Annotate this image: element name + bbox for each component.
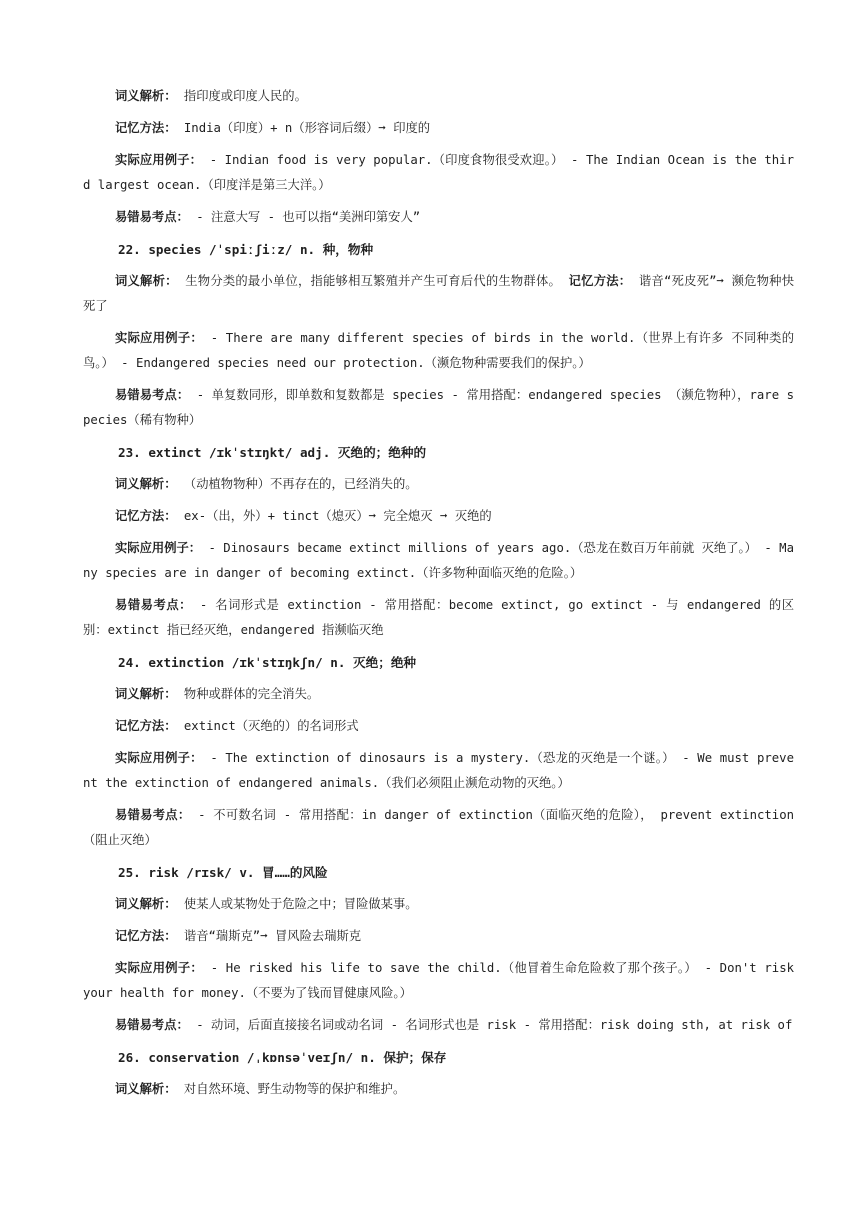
entry-examples xyxy=(83,956,794,1006)
field-text: - 单复数同形，即单数和复数都是 species - 常用搭配：endangered species （濒危物种），rare species（稀有物种） xyxy=(83,388,794,427)
entry-examples xyxy=(83,148,794,198)
field-text: - The extinction of dinosaurs is a mystery.（恐龙的灭绝是一个谜。） - We must prevent the extinction of endangered animals.（我们必须阻止濒危动物的灭绝。） xyxy=(83,751,794,790)
field-label-pitfalls: 易错易考点： xyxy=(115,808,191,822)
field-label-pitfalls: 易错易考点： xyxy=(115,598,192,612)
field-label-pitfalls: 易错易考点： xyxy=(115,1018,189,1032)
field-text: 谐音“瑞斯克”➞ 冒风险去瑞斯克 xyxy=(183,929,362,943)
entry-examples xyxy=(83,536,794,586)
field-label-meaning: 词义解析： xyxy=(115,477,177,491)
field-text: - He risked his life to save the child.（他冒着生命危险救了那个孩子。） - Don't risk your health for money.（不要为了钱而冒健康风险。） xyxy=(83,961,794,1000)
entry-pitfalls xyxy=(83,1013,794,1038)
field-label-examples: 实际应用例子： xyxy=(115,541,202,555)
entry-examples xyxy=(83,746,794,796)
field-text: India（印度）+ n（形容词后缀）➞ 印度的 xyxy=(183,121,431,135)
entry-memory xyxy=(83,714,794,739)
field-label-memory: 记忆方法： xyxy=(115,509,177,523)
field-label-meaning: 词义解析： xyxy=(115,897,177,911)
field-label-memory: 记忆方法： xyxy=(115,929,177,943)
field-text: 对自然环境、野生动物等的保护和维护。 xyxy=(183,1082,406,1096)
word-heading: 23. extinct /ɪkˈstɪŋkt/ adj. 灭绝的；绝种的 xyxy=(118,445,427,460)
field-label-memory: 记忆方法： xyxy=(568,274,632,288)
entry-meaning xyxy=(83,682,794,707)
field-text: - 动词，后面直接接名词或动名词 - 名词形式也是 risk - 常用搭配：risk doing sth, at risk of xyxy=(196,1018,793,1032)
field-label-examples: 实际应用例子： xyxy=(115,331,204,345)
field-text: - 不可数名词 - 常用搭配：in danger of extinction（面临灭绝的危险）， prevent extinction（阻止灭绝） xyxy=(83,808,794,847)
entry-pitfalls xyxy=(83,803,794,853)
entry-memory xyxy=(83,504,794,529)
field-label-pitfalls: 易错易考点： xyxy=(115,210,189,224)
field-text: 物种或群体的完全消失。 xyxy=(183,687,320,701)
entry-meaning xyxy=(83,892,794,917)
field-label-memory: 记忆方法： xyxy=(115,719,177,733)
field-label-meaning: 词义解析： xyxy=(115,274,178,288)
field-label-pitfalls: 易错易考点： xyxy=(115,388,190,402)
field-text: 指印度或印度人民的。 xyxy=(183,89,307,103)
field-text: ex-（出，外）+ tinct（熄灭）➞ 完全熄灭 ➞ 灭绝的 xyxy=(183,509,492,523)
field-label-memory: 记忆方法： xyxy=(115,121,177,135)
entry-meaning xyxy=(83,84,794,109)
word-heading: 25. risk /rɪsk/ v. 冒……的风险 xyxy=(118,865,328,880)
field-text: （动植物物种）不再存在的，已经消失的。 xyxy=(183,477,418,491)
entry-memory xyxy=(83,116,794,141)
field-text: 使某人或某物处于危险之中；冒险做某事。 xyxy=(183,897,418,911)
field-label-examples: 实际应用例子： xyxy=(115,751,203,765)
entry-memory xyxy=(83,924,794,949)
word-heading: 24. extinction /ɪkˈstɪŋkʃn/ n. 灭绝；绝种 xyxy=(118,655,417,670)
field-label-examples: 实际应用例子： xyxy=(115,961,204,975)
word-heading: 22. species /ˈspiːʃiːz/ n. 种，物种 xyxy=(118,242,374,257)
field-text: - There are many different species of birds in the world.（世界上有许多 不同种类的鸟。） - Endangered species need our protection.（濒危物种需要我们的保护。） xyxy=(83,331,794,370)
field-text: extinct（灭绝的）的名词形式 xyxy=(183,719,359,733)
field-text: - Indian food is very popular.（印度食物很受欢迎。） - The Indian Ocean is the third largest ocean.（印度洋是第三大洋。） xyxy=(83,153,794,192)
field-label-examples: 实际应用例子： xyxy=(115,153,203,167)
field-label-meaning: 词义解析： xyxy=(115,89,177,103)
entry-pitfalls xyxy=(83,205,794,230)
field-text: 谐音“死皮死”➞ 濒危物种快死了 xyxy=(83,274,794,313)
entry-meaning xyxy=(83,472,794,497)
field-text: 生物分类的最小单位，指能够相互繁殖并产生可育后代的生物群体。 xyxy=(185,274,561,288)
field-label-meaning: 词义解析： xyxy=(115,1082,177,1096)
field-text: - 注意大写 - 也可以指“美洲印第安人” xyxy=(196,210,421,224)
field-label-meaning: 词义解析： xyxy=(115,687,177,701)
entry-meaning xyxy=(83,269,794,319)
field-text: - 名词形式是 extinction - 常用搭配：become extinct, go extinct - 与 endangered 的区别：extinct 指已经灭绝，endangered 指濒临灭绝 xyxy=(83,598,794,637)
entry-meaning xyxy=(83,1077,794,1102)
field-text: - Dinosaurs became extinct millions of years ago.（恐龙在数百万年前就 灭绝了。） - Many species are in danger of becoming extinct.（许多物种面临灭绝的危险。） xyxy=(83,541,794,580)
entry-pitfalls xyxy=(83,593,794,643)
entry-pitfalls xyxy=(83,383,794,433)
entry-examples xyxy=(83,326,794,376)
word-heading: 26. conservation /ˌkɒnsəˈveɪʃn/ n. 保护；保存 xyxy=(118,1050,447,1065)
